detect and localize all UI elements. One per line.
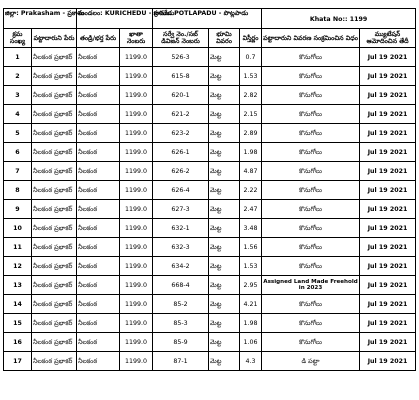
mutation-date-cell: Jul 19 2021 bbox=[360, 48, 416, 67]
owner-name-cell: నీలకంఠ ప్రభాకర్ bbox=[32, 181, 77, 200]
khata-number-cell: 1199.0 bbox=[120, 48, 153, 67]
land-type-cell: మెట్ట bbox=[209, 181, 240, 200]
acquisition-cell: Assigned Land Made Freehold in 2023 bbox=[262, 276, 360, 295]
land-type-cell: మెట్ట bbox=[209, 200, 240, 219]
khata-number-cell: 1199.0 bbox=[120, 181, 153, 200]
survey-number-cell: 85-2 bbox=[153, 295, 209, 314]
extent-cell: 2.15 bbox=[240, 105, 262, 124]
khata-number-cell: 1199.0 bbox=[120, 295, 153, 314]
survey-number-cell: 668-4 bbox=[153, 276, 209, 295]
father-name-cell: నీలకంఠ bbox=[77, 143, 120, 162]
land-type-cell: మెట్ట bbox=[209, 333, 240, 352]
land-record-sheet bbox=[3, 8, 415, 371]
table-row bbox=[4, 200, 416, 219]
owner-name-cell: నీలకంఠ ప్రభాకర్ bbox=[32, 162, 77, 181]
mutation-date-cell: Jul 19 2021 bbox=[360, 162, 416, 181]
mutation-date-cell: Jul 19 2021 bbox=[360, 105, 416, 124]
mutation-date-cell: Jul 19 2021 bbox=[360, 352, 416, 371]
col-header-date: మ్యుటేషన్ ఆమోదించిన తేదీ bbox=[360, 29, 416, 48]
acquisition-cell: కొనుగోలు bbox=[262, 124, 360, 143]
mutation-date-cell: Jul 19 2021 bbox=[360, 238, 416, 257]
table-row bbox=[4, 124, 416, 143]
survey-number-cell: 634-2 bbox=[153, 257, 209, 276]
father-name-cell: నీలకంఠ bbox=[77, 181, 120, 200]
land-type-cell: మెట్ట bbox=[209, 143, 240, 162]
father-name-cell: నీలకంఠ bbox=[77, 219, 120, 238]
sno-cell: 6 bbox=[4, 143, 32, 162]
land-type-cell: మెట్ట bbox=[209, 276, 240, 295]
acquisition-cell: కొనుగోలు bbox=[262, 86, 360, 105]
extent-cell: 2.47 bbox=[240, 200, 262, 219]
mutation-date-cell: Jul 19 2021 bbox=[360, 181, 416, 200]
owner-name-cell: నీలకంఠ ప్రభాకర్ bbox=[32, 314, 77, 333]
land-type-cell: మెట్ట bbox=[209, 48, 240, 67]
father-name-cell: నీలకంఠ bbox=[77, 352, 120, 371]
father-name-cell: నీలకంఠ bbox=[77, 162, 120, 181]
mutation-date-cell: Jul 19 2021 bbox=[360, 67, 416, 86]
khata-number-cell: 1199.0 bbox=[120, 238, 153, 257]
land-type-cell: మెట్ట bbox=[209, 295, 240, 314]
owner-name-cell: నీలకంఠ ప్రభాకర్ bbox=[32, 219, 77, 238]
col-header-name: పట్టాదారుని పేరు bbox=[32, 29, 77, 48]
table-row bbox=[4, 86, 416, 105]
acquisition-cell: కొనుగోలు bbox=[262, 105, 360, 124]
land-type-cell: మెట్ట bbox=[209, 67, 240, 86]
survey-number-cell: 626-1 bbox=[153, 143, 209, 162]
father-name-cell: నీలకంఠ bbox=[77, 295, 120, 314]
sno-cell: 10 bbox=[4, 219, 32, 238]
sno-cell: 4 bbox=[4, 105, 32, 124]
land-type-cell: మెట్ట bbox=[209, 352, 240, 371]
father-name-cell: నీలకంఠ bbox=[77, 314, 120, 333]
extent-cell: 4.87 bbox=[240, 162, 262, 181]
extent-cell: 1.53 bbox=[240, 67, 262, 86]
father-name-cell: నీలకంఠ bbox=[77, 67, 120, 86]
col-header-survey: సర్వే నెం./సబ్ డివిజన్ నెంబరు bbox=[153, 29, 209, 48]
table-row bbox=[4, 143, 416, 162]
acquisition-cell: కొనుగోలు bbox=[262, 257, 360, 276]
extent-cell: 2.22 bbox=[240, 181, 262, 200]
sno-cell: 14 bbox=[4, 295, 32, 314]
survey-number-cell: 85-9 bbox=[153, 333, 209, 352]
acquisition-cell: కొనుగోలు bbox=[262, 181, 360, 200]
khata-number-cell: 1199.0 bbox=[120, 219, 153, 238]
col-header-land: భూమి వివరం bbox=[209, 29, 240, 48]
survey-number-cell: 632-1 bbox=[153, 219, 209, 238]
khata-number-cell: 1199.0 bbox=[120, 67, 153, 86]
mutation-date-cell: Jul 19 2021 bbox=[360, 86, 416, 105]
father-name-cell: నీలకంఠ bbox=[77, 276, 120, 295]
khata-number-cell: 1199.0 bbox=[120, 86, 153, 105]
khata-number-cell: 1199.0 bbox=[120, 162, 153, 181]
khata-number-cell: 1199.0 bbox=[120, 352, 153, 371]
sno-cell: 1 bbox=[4, 48, 32, 67]
khata-number-cell: 1199.0 bbox=[120, 124, 153, 143]
owner-name-cell: నీలకంఠ ప్రభాకర్ bbox=[32, 352, 77, 371]
father-name-cell: నీలకంఠ bbox=[77, 48, 120, 67]
father-name-cell: నీలకంఠ bbox=[77, 257, 120, 276]
sno-cell: 15 bbox=[4, 314, 32, 333]
khata-number-cell: 1199.0 bbox=[120, 257, 153, 276]
table-row bbox=[4, 105, 416, 124]
sno-cell: 17 bbox=[4, 352, 32, 371]
mutation-date-cell: Jul 19 2021 bbox=[360, 219, 416, 238]
col-header-khata: ఖాతా నెంబరు bbox=[120, 29, 153, 48]
father-name-cell: నీలకంఠ bbox=[77, 86, 120, 105]
column-header-row bbox=[4, 29, 416, 48]
table-row bbox=[4, 219, 416, 238]
table-row bbox=[4, 257, 416, 276]
mutation-date-cell: Jul 19 2021 bbox=[360, 257, 416, 276]
extent-cell: 2.82 bbox=[240, 86, 262, 105]
sno-cell: 13 bbox=[4, 276, 32, 295]
khata-number-cell: 1199.0 bbox=[120, 143, 153, 162]
khata-number-cell: 1199.0 bbox=[120, 105, 153, 124]
owner-name-cell: నీలకంఠ ప్రభాకర్ bbox=[32, 67, 77, 86]
survey-number-cell: 85-3 bbox=[153, 314, 209, 333]
acquisition-cell: కొనుగోలు bbox=[262, 200, 360, 219]
land-record-table bbox=[3, 8, 416, 371]
extent-cell: 4.21 bbox=[240, 295, 262, 314]
land-type-cell: మెట్ట bbox=[209, 162, 240, 181]
table-row bbox=[4, 67, 416, 86]
acquisition-cell: కొనుగోలు bbox=[262, 295, 360, 314]
acquisition-cell: కొనుగోలు bbox=[262, 238, 360, 257]
table-row bbox=[4, 295, 416, 314]
sno-cell: 11 bbox=[4, 238, 32, 257]
sno-cell: 12 bbox=[4, 257, 32, 276]
table-row bbox=[4, 276, 416, 295]
table-row bbox=[4, 352, 416, 371]
owner-name-cell: నీలకంఠ ప్రభాకర్ bbox=[32, 257, 77, 276]
khata-number-cell: 1199.0 bbox=[120, 276, 153, 295]
acquisition-cell: కొనుగోలు bbox=[262, 143, 360, 162]
father-name-cell: నీలకంఠ bbox=[77, 200, 120, 219]
sno-cell: 3 bbox=[4, 86, 32, 105]
owner-name-cell: నీలకంఠ ప్రభాకర్ bbox=[32, 124, 77, 143]
survey-number-cell: 87-1 bbox=[153, 352, 209, 371]
land-type-cell: మెట్ట bbox=[209, 314, 240, 333]
header-info-row bbox=[4, 9, 416, 29]
mutation-date-cell: Jul 19 2021 bbox=[360, 124, 416, 143]
survey-number-cell: 626-4 bbox=[153, 181, 209, 200]
extent-cell: 0.7 bbox=[240, 48, 262, 67]
col-header-acquisition: పట్టాదారుని వివరణ సంక్రమించిన విధం bbox=[262, 29, 360, 48]
owner-name-cell: నీలకంఠ ప్రభాకర్ bbox=[32, 105, 77, 124]
acquisition-cell: కొనుగోలు bbox=[262, 314, 360, 333]
khata-number-cell: 1199.0 bbox=[120, 314, 153, 333]
khata-cell: Khata No:: 1199 bbox=[262, 9, 416, 29]
table-row bbox=[4, 181, 416, 200]
father-name-cell: నీలకంఠ bbox=[77, 238, 120, 257]
land-type-cell: మెట్ట bbox=[209, 124, 240, 143]
col-header-extent: విస్తీర్ణం bbox=[240, 29, 262, 48]
owner-name-cell: నీలకంఠ ప్రభాకర్ bbox=[32, 143, 77, 162]
extent-cell: 1.06 bbox=[240, 333, 262, 352]
col-header-father: తండ్రి/భర్త పేరు bbox=[77, 29, 120, 48]
extent-cell: 2.89 bbox=[240, 124, 262, 143]
father-name-cell: నీలకంఠ bbox=[77, 333, 120, 352]
sno-cell: 5 bbox=[4, 124, 32, 143]
mutation-date-cell: Jul 19 2021 bbox=[360, 314, 416, 333]
col-header-sno: క్రమ సంఖ్య bbox=[4, 29, 32, 48]
survey-number-cell: 623-2 bbox=[153, 124, 209, 143]
acquisition-cell: కొనుగోలు bbox=[262, 333, 360, 352]
mutation-date-cell: Jul 19 2021 bbox=[360, 276, 416, 295]
acquisition-cell: కొనుగోలు bbox=[262, 48, 360, 67]
acquisition-cell: కొనుగోలు bbox=[262, 219, 360, 238]
owner-name-cell: నీలకంఠ ప్రభాకర్ bbox=[32, 276, 77, 295]
table-row bbox=[4, 333, 416, 352]
extent-cell: 4.3 bbox=[240, 352, 262, 371]
father-name-cell: నీలకంఠ bbox=[77, 105, 120, 124]
mandal-cell: మండలం: KURICHEDU - కురిచేడు bbox=[77, 9, 153, 29]
land-type-cell: మెట్ట bbox=[209, 257, 240, 276]
mutation-date-cell: Jul 19 2021 bbox=[360, 200, 416, 219]
acquisition-cell: డి పట్టా bbox=[262, 352, 360, 371]
land-type-cell: మెట్ట bbox=[209, 238, 240, 257]
extent-cell: 1.56 bbox=[240, 238, 262, 257]
extent-cell: 2.95 bbox=[240, 276, 262, 295]
survey-number-cell: 620-1 bbox=[153, 86, 209, 105]
survey-number-cell: 627-3 bbox=[153, 200, 209, 219]
sno-cell: 16 bbox=[4, 333, 32, 352]
sno-cell: 7 bbox=[4, 162, 32, 181]
extent-cell: 1.53 bbox=[240, 257, 262, 276]
owner-name-cell: నీలకంఠ ప్రభాకర్ bbox=[32, 238, 77, 257]
acquisition-cell: కొనుగోలు bbox=[262, 67, 360, 86]
mutation-date-cell: Jul 19 2021 bbox=[360, 143, 416, 162]
owner-name-cell: నీలకంఠ ప్రభాకర్ bbox=[32, 48, 77, 67]
table-row bbox=[4, 314, 416, 333]
mutation-date-cell: Jul 19 2021 bbox=[360, 333, 416, 352]
khata-number-cell: 1199.0 bbox=[120, 200, 153, 219]
land-type-cell: మెట్ట bbox=[209, 86, 240, 105]
owner-name-cell: నీలకంఠ ప్రభాకర్ bbox=[32, 200, 77, 219]
owner-name-cell: నీలకంఠ ప్రభాకర్ bbox=[32, 86, 77, 105]
land-type-cell: మెట్ట bbox=[209, 219, 240, 238]
table-row bbox=[4, 162, 416, 181]
acquisition-cell: కొనుగోలు bbox=[262, 162, 360, 181]
survey-number-cell: 615-8 bbox=[153, 67, 209, 86]
owner-name-cell: నీలకంఠ ప్రభాకర్ bbox=[32, 295, 77, 314]
sno-cell: 9 bbox=[4, 200, 32, 219]
mutation-date-cell: Jul 19 2021 bbox=[360, 295, 416, 314]
khata-number-cell: 1199.0 bbox=[120, 333, 153, 352]
extent-cell: 3.48 bbox=[240, 219, 262, 238]
extent-cell: 1.98 bbox=[240, 314, 262, 333]
village-cell: గ్రామం: POTLAPADU - పొట్లపాడు bbox=[153, 9, 262, 29]
father-name-cell: నీలకంఠ bbox=[77, 124, 120, 143]
sno-cell: 2 bbox=[4, 67, 32, 86]
survey-number-cell: 632-3 bbox=[153, 238, 209, 257]
district-cell: జిల్లా: Prakasham - ప్రకాశం bbox=[4, 9, 77, 29]
table-row bbox=[4, 48, 416, 67]
extent-cell: 1.98 bbox=[240, 143, 262, 162]
sno-cell: 8 bbox=[4, 181, 32, 200]
owner-name-cell: నీలకంఠ ప్రభాకర్ bbox=[32, 333, 77, 352]
land-type-cell: మెట్ట bbox=[209, 105, 240, 124]
survey-number-cell: 526-3 bbox=[153, 48, 209, 67]
table-row bbox=[4, 238, 416, 257]
survey-number-cell: 626-2 bbox=[153, 162, 209, 181]
survey-number-cell: 621-2 bbox=[153, 105, 209, 124]
